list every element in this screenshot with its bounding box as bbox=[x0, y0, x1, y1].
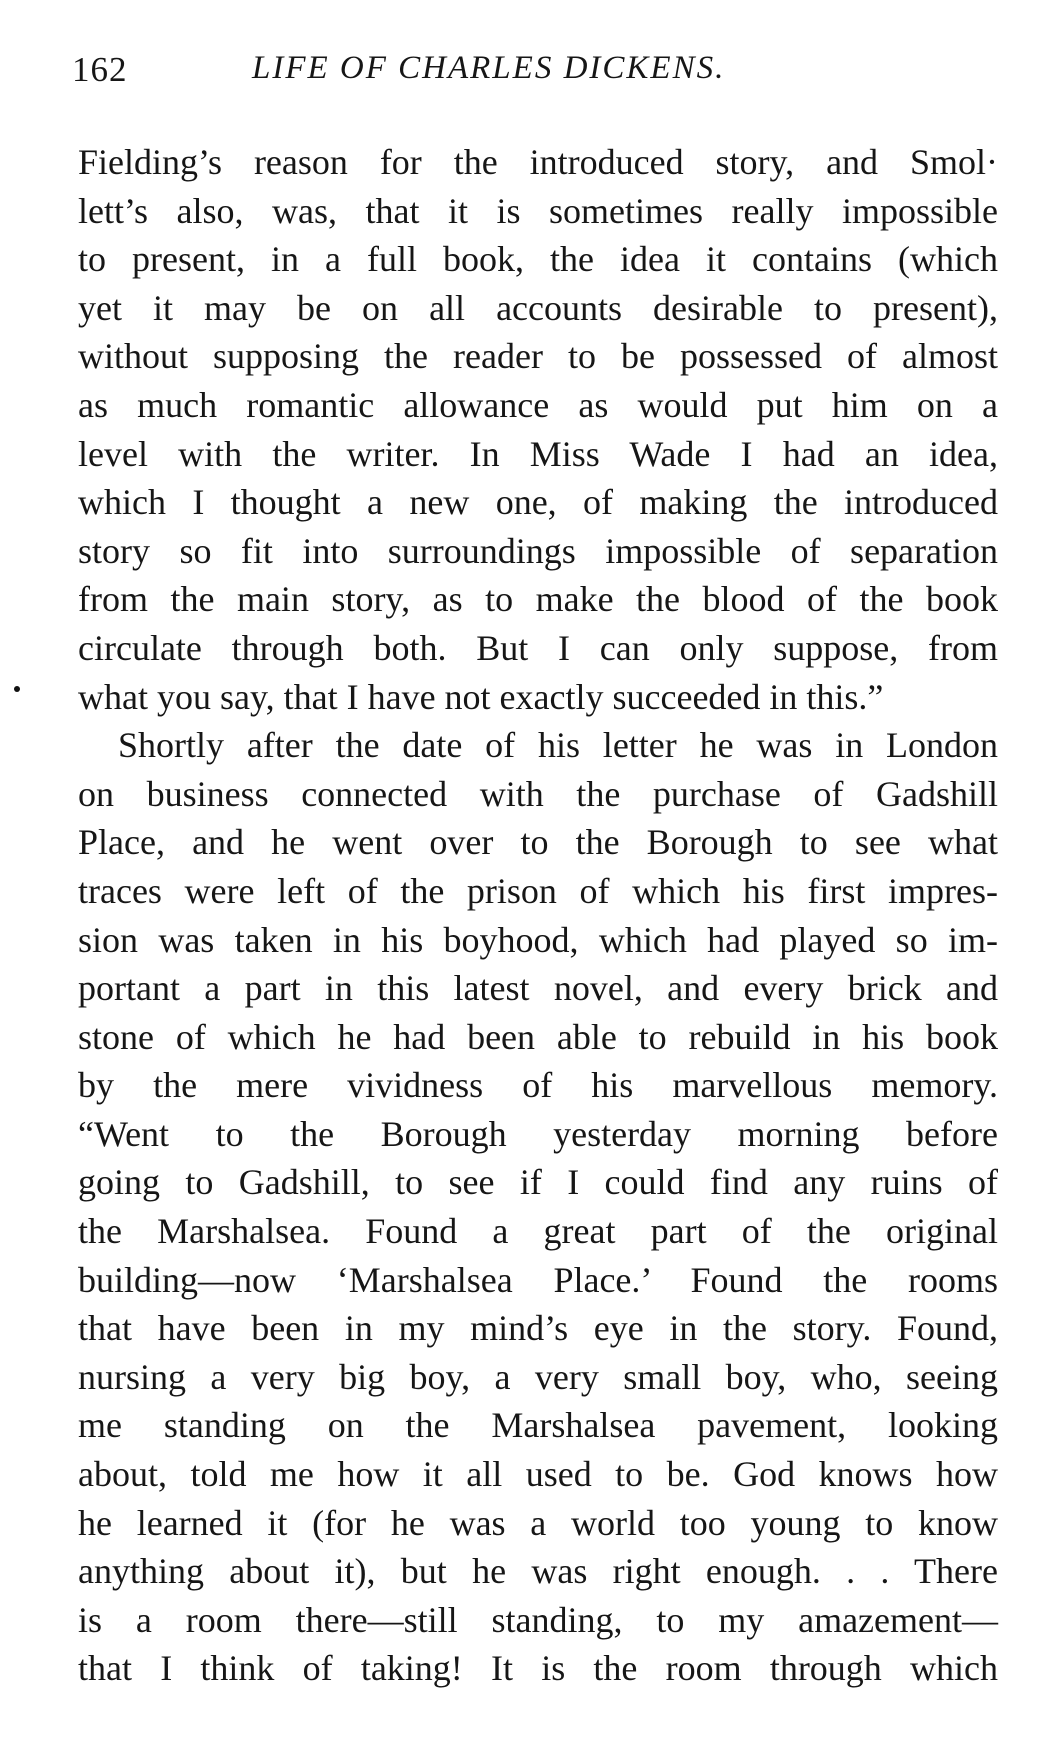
text-line: “Went to the Borough yesterday morning before bbox=[78, 1113, 998, 1154]
text-line: on business connected with the purchase of Gadshill bbox=[78, 773, 998, 814]
text-line: portant a part in this latest novel, and every brick and bbox=[78, 968, 998, 1009]
text-line: to present, in a full book, the idea it contains (which bbox=[78, 239, 998, 280]
text-line: nursing a very big boy, a very small boy, who, seeing bbox=[78, 1356, 998, 1397]
text-line: sion was taken in his boyhood, which had played so im- bbox=[78, 919, 998, 960]
text-line: story so fit into surroundings impossible of separation bbox=[78, 530, 998, 571]
text-line: me standing on the Marshalsea pavement, looking bbox=[78, 1405, 998, 1446]
text-line: from the main story, as to make the blood of the book bbox=[78, 579, 998, 620]
text-line: level with the writer. In Miss Wade I had an idea, bbox=[78, 433, 998, 474]
text-line: which I thought a new one, of making the introduced bbox=[78, 482, 998, 523]
text-line: he learned it (for he was a world too young to know bbox=[78, 1502, 998, 1543]
running-head bbox=[72, 50, 972, 110]
text-line: going to Gadshill, to see if I could find any ruins of bbox=[78, 1162, 998, 1203]
margin-dot-mark bbox=[14, 686, 20, 692]
text-line: Place, and he went over to the Borough to see what bbox=[78, 822, 998, 863]
text-line: without supposing the reader to be possessed of almost bbox=[78, 336, 998, 377]
text-line: what you say, that I have not exactly succeeded in this.” bbox=[78, 676, 884, 717]
text-line: Fielding’s reason for the introduced story, and Smol· bbox=[78, 142, 998, 182]
text-line: traces were left of the prison of which his first impres- bbox=[78, 870, 998, 911]
text-line: that I think of taking! It is the room through which bbox=[78, 1648, 998, 1689]
paragraph-start-line: Shortly after the date of his letter he was in London bbox=[118, 725, 998, 766]
body-text bbox=[78, 138, 998, 1693]
text-line: the Marshalsea. Found a great part of the original bbox=[78, 1211, 998, 1252]
text-line: circulate through both. But I can only suppose, from bbox=[78, 627, 998, 668]
running-title: LIFE OF CHARLES DICKENS. bbox=[252, 50, 726, 86]
text-line: stone of which he had been able to rebuild in his book bbox=[78, 1016, 998, 1057]
text-line: that have been in my mind’s eye in the story. Found, bbox=[78, 1308, 998, 1349]
text-line: building—now ‘Marshalsea Place.’ Found the rooms bbox=[78, 1259, 998, 1300]
text-line: about, told me how it all used to be. God knows how bbox=[78, 1454, 998, 1495]
text-line: is a room there—still standing, to my amazement— bbox=[78, 1599, 998, 1640]
text-line: yet it may be on all accounts desirable to present), bbox=[78, 287, 998, 328]
text-line: anything about it), but he was right enough. . . There bbox=[78, 1551, 998, 1592]
text-line: lett’s also, was, that it is sometimes really impossible bbox=[78, 190, 998, 231]
text-line: by the mere vividness of his marvellous memory. bbox=[78, 1065, 998, 1106]
text-line: as much romantic allowance as would put him on a bbox=[78, 384, 998, 425]
page-number: 162 bbox=[72, 50, 128, 89]
